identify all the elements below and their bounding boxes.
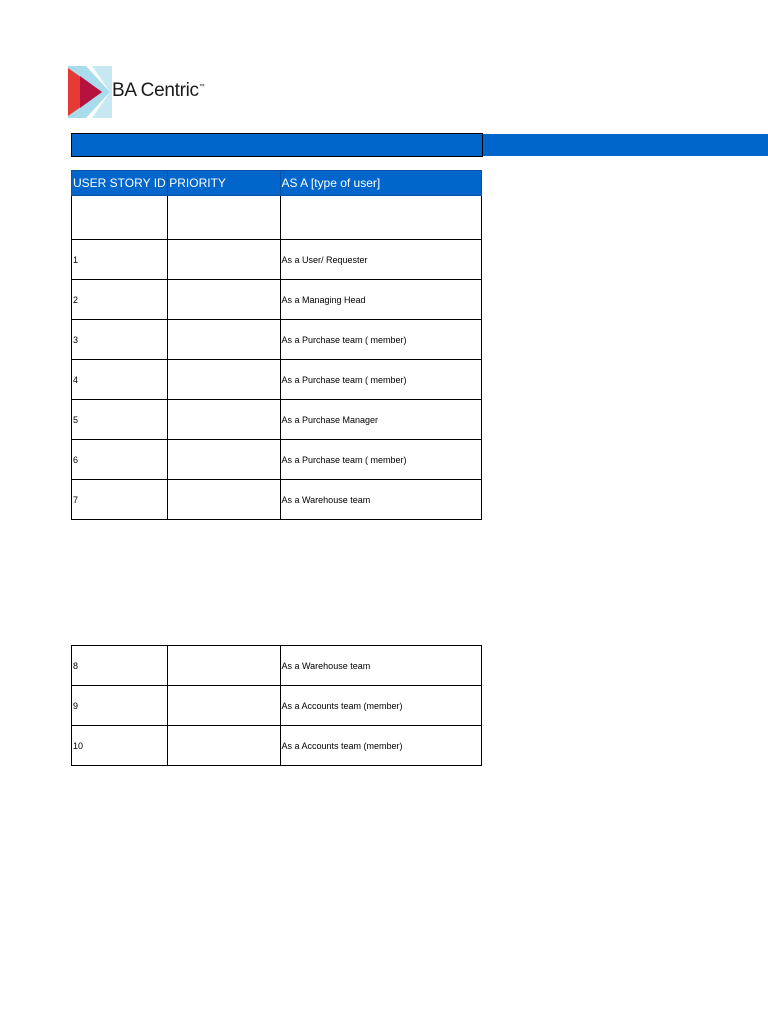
table-row bbox=[72, 320, 482, 360]
as-a-cell[interactable]: As a Purchase Manager bbox=[280, 400, 482, 440]
table-cell[interactable] bbox=[72, 196, 168, 240]
as-a-cell[interactable]: As a Managing Head bbox=[280, 280, 482, 320]
user-story-id-cell[interactable]: 8 bbox=[72, 646, 168, 686]
column-header-user-story-id: USER STORY ID bbox=[72, 171, 168, 196]
table-row bbox=[72, 686, 482, 726]
as-a-cell[interactable]: As a Warehouse team bbox=[280, 480, 482, 520]
as-a-cell[interactable]: As a User/ Requester bbox=[280, 240, 482, 280]
priority-cell[interactable] bbox=[168, 480, 280, 520]
user-story-id-cell[interactable]: 1 bbox=[72, 240, 168, 280]
user-story-id-cell[interactable]: 2 bbox=[72, 280, 168, 320]
table-row bbox=[72, 240, 482, 280]
column-header-as-a: AS A [type of user] bbox=[280, 171, 482, 196]
logo-text: BA Centric™ bbox=[112, 80, 205, 101]
as-a-cell[interactable]: As a Purchase team ( member) bbox=[280, 440, 482, 480]
table-row bbox=[72, 440, 482, 480]
user-story-id-cell[interactable]: 3 bbox=[72, 320, 168, 360]
priority-cell[interactable] bbox=[168, 280, 280, 320]
user-story-id-cell[interactable]: 9 bbox=[72, 686, 168, 726]
user-story-id-cell[interactable]: 7 bbox=[72, 480, 168, 520]
title-bar-extension bbox=[483, 134, 768, 156]
table-row bbox=[72, 480, 482, 520]
table-cell[interactable] bbox=[280, 196, 482, 240]
table-header-row bbox=[72, 171, 482, 196]
priority-cell[interactable] bbox=[168, 360, 280, 400]
logo-mark-icon bbox=[68, 66, 114, 118]
priority-cell[interactable] bbox=[168, 320, 280, 360]
table-cell[interactable] bbox=[168, 196, 280, 240]
column-header-priority: PRIORITY bbox=[168, 171, 280, 196]
ba-centric-logo bbox=[68, 66, 203, 118]
user-story-id-cell[interactable]: 10 bbox=[72, 726, 168, 766]
user-story-id-cell[interactable]: 5 bbox=[72, 400, 168, 440]
table-row bbox=[72, 360, 482, 400]
priority-cell[interactable] bbox=[168, 686, 280, 726]
priority-cell[interactable] bbox=[168, 240, 280, 280]
table-row bbox=[72, 280, 482, 320]
table-row-blank bbox=[72, 196, 482, 240]
priority-cell[interactable] bbox=[168, 726, 280, 766]
table-row bbox=[72, 400, 482, 440]
user-story-table-continued bbox=[71, 645, 482, 766]
as-a-cell[interactable]: As a Accounts team (member) bbox=[280, 726, 482, 766]
as-a-cell[interactable]: As a Accounts team (member) bbox=[280, 686, 482, 726]
as-a-cell[interactable]: As a Purchase team ( member) bbox=[280, 360, 482, 400]
user-story-id-cell[interactable]: 4 bbox=[72, 360, 168, 400]
table-row bbox=[72, 646, 482, 686]
as-a-cell[interactable]: As a Purchase team ( member) bbox=[280, 320, 482, 360]
priority-cell[interactable] bbox=[168, 400, 280, 440]
title-bar bbox=[71, 133, 483, 157]
user-story-table bbox=[71, 170, 482, 520]
priority-cell[interactable] bbox=[168, 440, 280, 480]
priority-cell[interactable] bbox=[168, 646, 280, 686]
as-a-cell[interactable]: As a Warehouse team bbox=[280, 646, 482, 686]
user-story-id-cell[interactable]: 6 bbox=[72, 440, 168, 480]
table-row bbox=[72, 726, 482, 766]
